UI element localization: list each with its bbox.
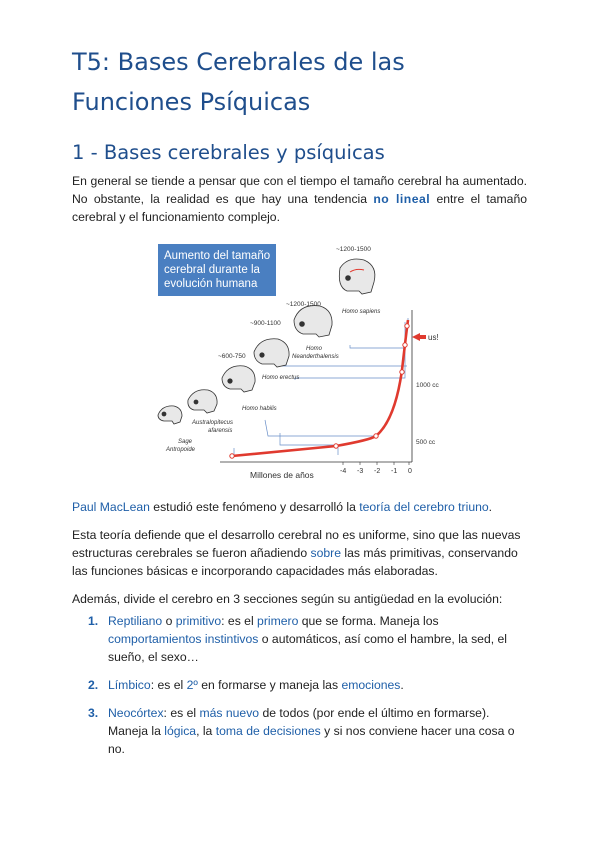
us-arrow-icon <box>412 333 420 341</box>
tick-label-m1: -1 <box>391 468 398 475</box>
species-ape-line-1: Sage <box>178 439 193 445</box>
skull-icon-erectus <box>254 339 289 367</box>
y-label-1000: 1000 cc <box>416 382 439 389</box>
figure-title-line-2: cerebral durante la <box>164 264 260 276</box>
triune-brain-highlight: teoría del cerebro triuno <box>359 500 489 514</box>
tick-label-m3: -3 <box>357 468 364 475</box>
sections-intro-paragraph: Además, divide el cerebro en 3 secciones según su antigüedad en la evolución: <box>72 592 503 606</box>
curve-points <box>230 324 409 458</box>
species-sapiens: Homo sapiens <box>342 309 381 315</box>
skull-icon-habilis <box>222 366 255 392</box>
tick-label-m4: -4 <box>340 468 347 475</box>
skull-icon-ape <box>158 406 182 424</box>
sobre-highlight: sobre <box>310 546 341 560</box>
paul-maclean-highlight: Paul MacLean <box>72 500 150 514</box>
tick-label-m2: -2 <box>374 468 381 475</box>
intro-paragraph: En general se tiende a pensar que con el tiempo el tamaño cerebral ha aumentado. No obstante, la realidad es que hay una tendencia no lineal entre el tamaño cerebral y el funcionamiento complejo. <box>72 174 528 224</box>
x-ticks <box>343 462 409 465</box>
species-neanderthal-line-1: Homo <box>306 346 323 352</box>
skull-icon-neanderthal <box>294 306 332 337</box>
species-habilis: Homo habilis <box>242 406 277 412</box>
figure-title-line-3: evolución humana <box>164 278 258 290</box>
page-title: T5: Bases Cerebrales de las Funciones Psíquicas <box>72 48 405 116</box>
list-item-reptilian: 1. Reptiliano o primitivo: es el primero que se forma. Maneja los comportamientos instintivos o automáticos, así como el hambre, la sed, el sueño, el sexo… <box>88 614 507 664</box>
species-erectus: Homo erectus <box>262 375 300 381</box>
no-lineal-highlight: no lineal <box>373 192 431 206</box>
species-australopithecus-line-1: Australopitecus <box>192 420 234 426</box>
us-label: us! <box>428 333 439 342</box>
list-item-neocortex: 3. Neocórtex: es el más nuevo de todos (por ende el último en formarse). Maneja la lógica, la toma de decisiones y si nos conviene hacer una cosa o no. <box>88 706 515 756</box>
species-australopithecus-line-2: afarensis <box>208 428 233 434</box>
range-sapiens: ~1200-1500 <box>336 246 371 253</box>
theory-paragraph: Esta teoría defiende que el desarrollo cerebral no es uniforme, sino que las nuevas estructuras cerebrales se fueron añadiendo sobre las más primitivas, conservando las funciones básicas e incorporando capacidades más elaboradas. <box>72 528 521 578</box>
tick-label-0: 0 <box>408 468 412 475</box>
brain-evolution-figure <box>150 240 450 485</box>
range-erectus: ~900-1100 <box>250 320 281 327</box>
maclean-paragraph: Paul MacLean estudió este fenómeno y desarrolló la teoría del cerebro triuno. <box>72 500 493 514</box>
list-item-limbic: 2. Límbico: es el 2º en formarse y maneja las emociones. <box>88 678 404 692</box>
brain-sections-list <box>72 612 532 768</box>
species-ape-line-2: Antropoide <box>166 447 196 453</box>
skull-icon-sapiens <box>339 259 375 294</box>
section-heading: 1 - Bases cerebrales y psíquicas <box>72 141 385 164</box>
species-neanderthal-line-2: Neanderthalensis <box>292 354 339 360</box>
y-label-500: 500 cc <box>416 439 436 446</box>
connector-lines <box>234 318 408 455</box>
brain-size-curve <box>232 320 408 456</box>
range-neanderthal: ~1200-1500 <box>286 301 321 308</box>
skull-icon-australopithecus <box>188 390 217 413</box>
range-habilis: ~600-750 <box>218 353 246 360</box>
figure-title-line-1: Aumento del tamaño <box>164 250 271 262</box>
x-axis-label: Millones de años <box>250 470 314 480</box>
